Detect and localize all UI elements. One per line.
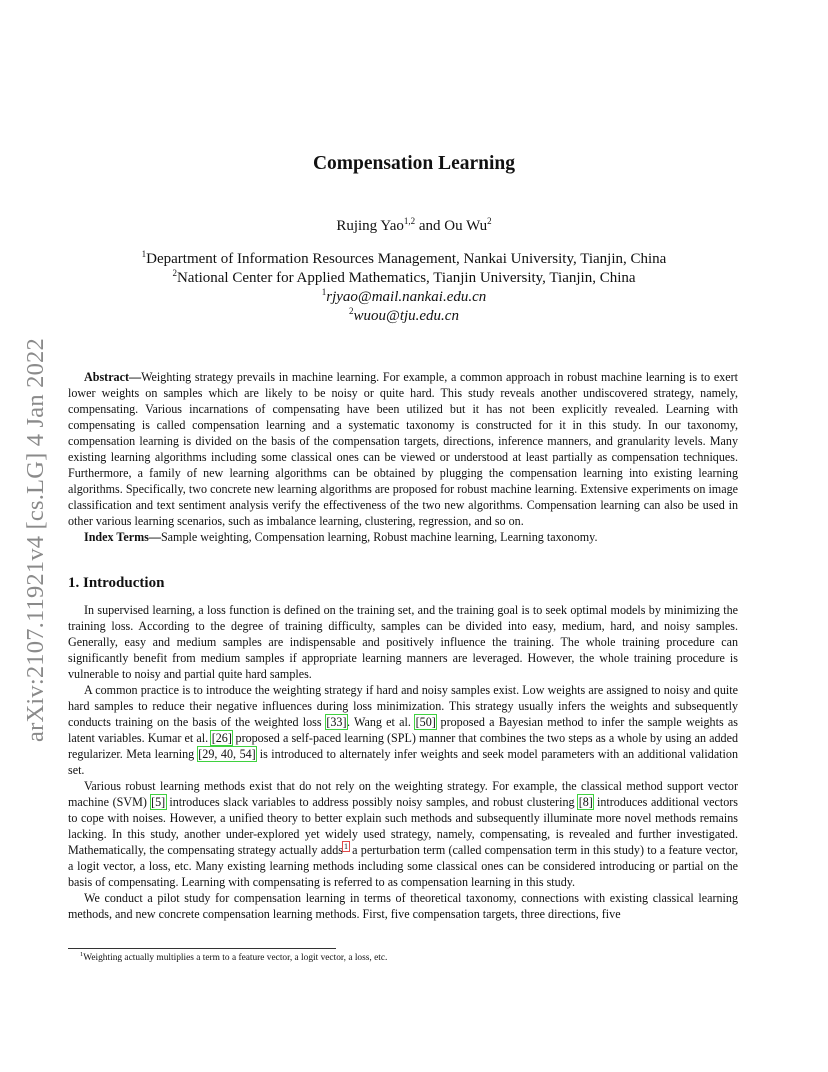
body-paragraph: We conduct a pilot study for compensation learning in terms of theoretical taxonomy, connections with existing classical learning methods, and new concrete compensation learning methods. First, five compensation targets, three directions, five (68, 891, 738, 921)
affiliation-mark: 1 (141, 249, 147, 259)
affiliation (0, 251, 808, 268)
affiliation-mark: 1 (321, 287, 327, 297)
email-address[interactable]: wuou@tju.edu.cn (353, 308, 459, 324)
index-terms-paragraph (68, 529, 738, 545)
citation-link[interactable]: [26] (211, 731, 232, 745)
text-run: is introduced to alternately infer weights and seek model parameters with an additional validation set. (68, 747, 738, 777)
introduction-section (68, 602, 738, 922)
index-terms-text: Sample weighting, Compensation learning, Robust machine learning, Learning taxonomy. (160, 530, 598, 544)
affiliation-mark: 2 (349, 306, 354, 316)
affiliation (0, 270, 808, 287)
author-name: Ou Wu (444, 218, 488, 234)
text-run: introduces slack variables to address possibly noisy samples, and robust clustering (165, 795, 579, 809)
citation-link[interactable]: [5] (151, 795, 166, 809)
citation-link[interactable]: [50] (415, 715, 436, 729)
text-run: a perturbation term (called compensation term in this study) to a feature vector, a logit vector, a loss, etc. Many existing learning methods including some classical ones can be considered introducing or partial on the basis of compensating. Learning with compensating is referred to as compensation learning in this study. (68, 843, 738, 889)
author-name: Rujing Yao (336, 218, 404, 234)
email-line (0, 289, 808, 306)
index-terms-label: Index Terms— (84, 530, 161, 544)
citation-link[interactable]: [33] (326, 715, 347, 729)
body-paragraph (68, 682, 738, 778)
section-heading: 1. Introduction (68, 575, 165, 591)
arxiv-id-label: arXiv:2107.11921v4 [cs.LG] 4 Jan 2022 (22, 338, 49, 742)
affiliation-text: National Center for Applied Mathematics, Tianjin University, Tianjin, China (176, 270, 636, 286)
email-line (0, 308, 808, 325)
footnote-link[interactable]: 1 (343, 841, 348, 851)
text-run: Various robust learning methods exist that do not rely on the weighting strategy. For example, the classical method support vector machine (SVM) (68, 779, 738, 809)
text-run: proposed a self-paced learning (SPL) manner that combines the two steps as a whole by using an added regularizer. Meta learning (68, 731, 738, 761)
author-affiliation-mark: 1,2 (403, 216, 416, 226)
body-paragraph: In supervised learning, a loss function is defined on the training set, and the training goal is to seek optimal models by minimizing the training loss. According to the degree of training difficulty, samples can be divided into easy, medium, hard, and noisy samples. Generally, easy and medium samples are indispensable and positively influence the training. The whole training procedure can significantly benefit from medium samples if appropriate learning manners are leveraged. However, the whole training procedure is vulnerable to noisy and partial quite hard samples. (68, 603, 738, 681)
affiliation-mark: 2 (172, 268, 177, 278)
abstract-label: Abstract— (84, 370, 142, 384)
text-run: introduces additional vectors to cope with noises. However, a unified theory to better explain such methods and subsequently illuminate more novel methods remains lacking. In this study, another under-explored yet widely used strategy, namely, compensating, is revealed and further investigated. Mathematically, the compensating strategy actually adds (68, 795, 739, 857)
footnote-divider (68, 948, 336, 949)
text-run: . Wang et al. (346, 715, 416, 729)
body-paragraph (68, 778, 738, 890)
footnote-text: Weighting actually multiplies a term to a feature vector, a logit vector, a loss, etc. (83, 953, 388, 963)
arxiv-watermark (6, 295, 66, 785)
paper-title: Compensation Learning (312, 153, 516, 174)
email-address[interactable]: rjyao@mail.nankai.edu.cn (326, 289, 487, 305)
text-run: proposed a Bayesian method to infer the sample weights as latent variables. Kumar et al. (68, 715, 738, 745)
citation-link[interactable]: [8] (578, 795, 593, 809)
footnote-mark: 1 (80, 950, 84, 958)
affiliation-text: Department of Information Resources Management, Nankai University, Tianjin, China (146, 251, 667, 267)
author-affiliation-mark: 2 (487, 216, 492, 226)
author-conjunction: and (415, 218, 445, 234)
citation-link[interactable]: [29, 40, 54] (198, 747, 256, 761)
text-run: A common practice is to introduce the weighting strategy if hard and noisy samples exist. Low weights are assigned to noisy and quite hard samples to reduce their negative influences during loss minimization. This strategy usually infers the weights and subsequently conducts training on the basis of the weighted loss (68, 683, 738, 729)
abstract-paragraph (68, 369, 738, 529)
abstract-section (68, 369, 738, 545)
footnote (80, 952, 387, 964)
abstract-text: Weighting strategy prevails in machine learning. For example, a common approach in robust machine learning is to exert lower weights on samples which are likely to be noisy or quite hard. This study reveals another undiscovered strategy, namely, compensating. Various incarnations of compensating have been utilized but it has not been explicitly revealed. Learning with compensating is called compensation learning and a systematic taxonomy is constructed for it in this study. In our taxonomy, compensation learning is divided on the basis of the compensation targets, directions, inference manners, and granularity levels. Many existing learning algorithms including some classical ones can be viewed or understood at least partially as compensation techniques. Furthermore, a family of new learning algorithms can be obtained by plugging the compensation learning into existing learning algorithms. Specifically, two concrete new learning algorithms are proposed for robust machine learning. Extensive experiments on image classification and text sentiment analysis verify the effectiveness of the two new algorithms. Compensation learning can also be used in other various learning scenarios, such as imbalance learning, clustering, regression, and so on. (68, 370, 738, 528)
author-line (0, 218, 828, 235)
